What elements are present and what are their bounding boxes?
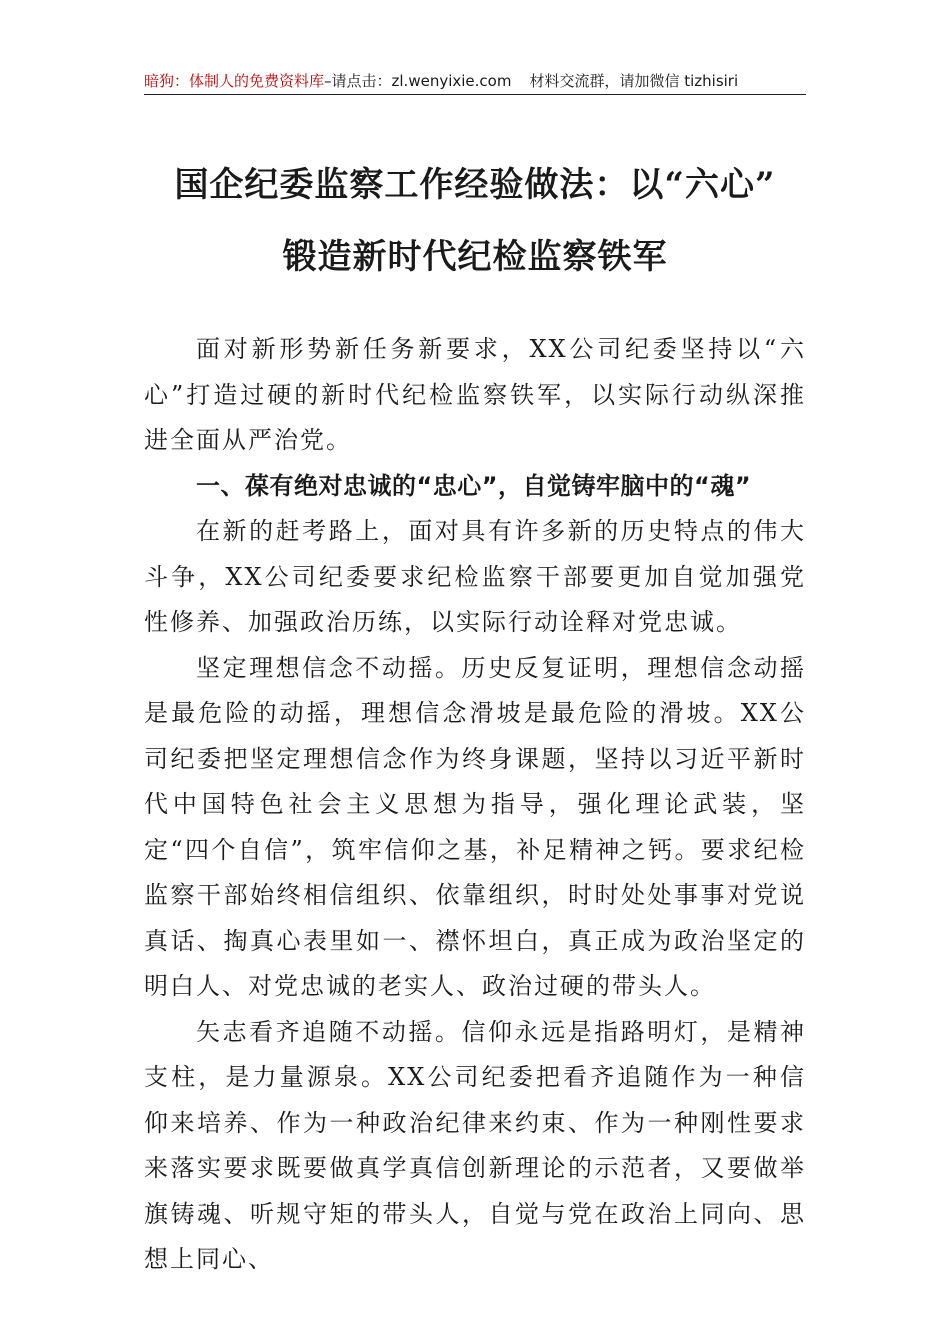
paragraph-section-1: 在新的赶考路上，面对具有许多新的历史特点的伟大斗争，XX公司纪委要求纪检监察干部要更加自觉加强党性修养、加强政治历练，以实际行动诠释对党忠诚。 [144, 517, 806, 636]
paragraph-intro: 面对新形势新任务新要求，XX公司纪委坚持以“六心”打造过硬的新时代纪检监察铁军，以实际行动纵深推进全面从严治党。 [144, 335, 806, 454]
header-link-text[interactable]: –请点击：zl.wenyixie.com [324, 72, 512, 90]
document-body [144, 327, 806, 1283]
header-wechat-note: 材料交流群，请加微信 tizhisiri [529, 72, 739, 90]
page-header [144, 70, 806, 92]
header-divider [144, 94, 806, 95]
paragraph-follow: 矢志看齐追随不动摇。信仰永远是指路明灯，是精神支柱，是力量源泉。XX公司纪委把看齐追随作为一种信仰来培养、作为一种政治纪律来约束、作为一种刚性要求来落实要求既要做真学真信创新理论的示范者，又要做举旗铸魂、听规守矩的带头人，自觉与党在政治上同向、思想上同心、 [144, 1017, 806, 1273]
header-site-name: 暗狗：体制人的免费资料库 [144, 72, 325, 90]
document-title-line-1: 国企纪委监察工作经验做法：以“六心” [174, 165, 776, 205]
paragraph-ideals: 坚定理想信念不动摇。历史反复证明，理想信念动摇是最危险的动摇，理想信念滑坡是最危险的滑坡。XX公司纪委把坚定理想信念作为终身课题，坚持以习近平新时代中国特色社会主义思想为指导，强化理论武装，坚定“四个自信”，筑牢信仰之基，补足精神之钙。要求纪检监察干部始终相信组织、依靠组织，时时处处事事对党说真话、掏真心表里如一、襟怀坦白，真正成为政治坚定的明白人、对党忠诚的老实人、政治过硬的带头人。 [144, 653, 806, 1000]
document-title-line-2: 锻造新时代纪检监察铁军 [282, 237, 668, 277]
section-heading-1: 一、葆有绝对忠诚的“忠心”，自觉铸牢脑中的“魂” [196, 471, 752, 500]
